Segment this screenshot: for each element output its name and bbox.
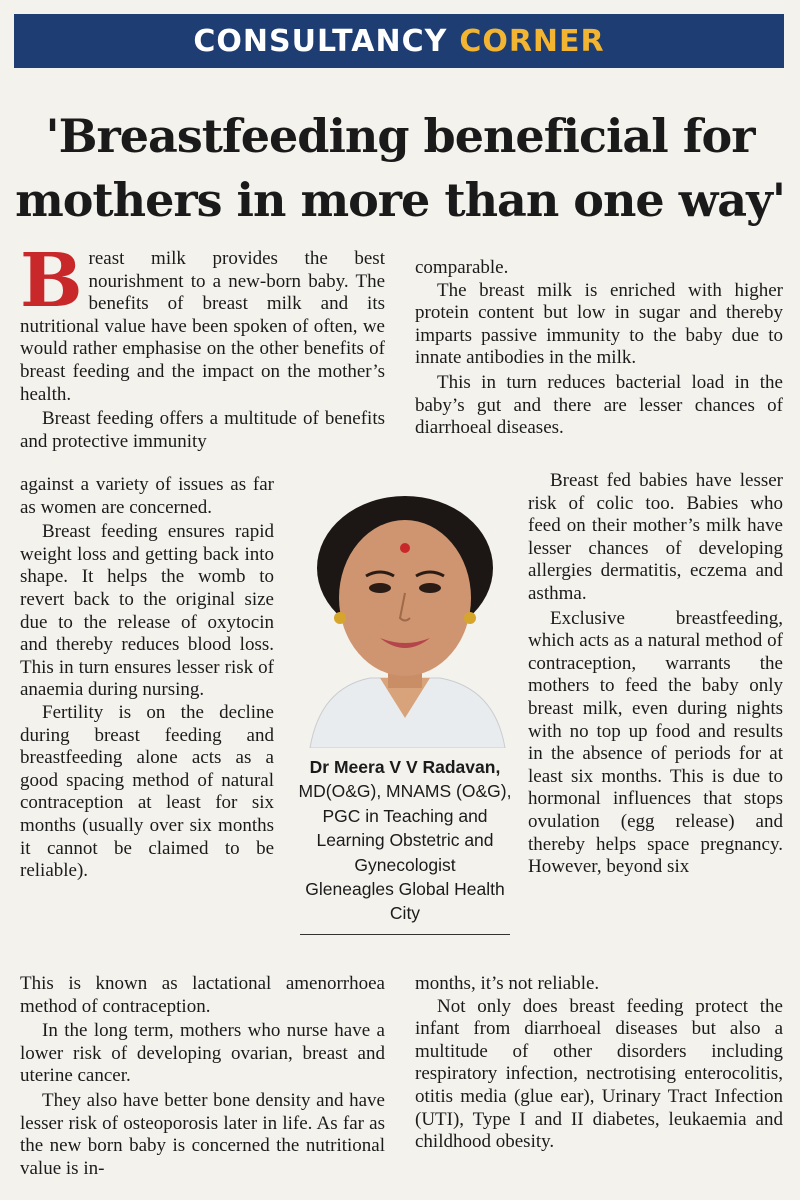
banner-word-corner: CORNER <box>459 23 605 59</box>
paragraph-exclusive: Exclusive breastfeeding, which acts as a natural method of contraception, warrants the mothers to feed the baby only breast milk, even during nights with no top up food and results in the absence of periods for at least six months. This is due to hormonal influences that stops ovulation (egg release) and thereby helps space pregnancy. However, beyond six <box>528 607 783 878</box>
doctor-portrait <box>300 488 510 748</box>
paragraph-weight-loss: Breast feeding ensures rapid weight loss and getting back into shape. It helps the womb to revert back to the original size due to the release of oxytocin and thereby reduces blood loss. This in turn ensures lesser risk of anaemia during nursing. <box>20 521 274 701</box>
paragraph-benefits: Breast feeding offers a multitude of benefits and protective immunity <box>20 408 385 452</box>
section-banner <box>14 14 784 68</box>
left-column-top <box>20 238 385 453</box>
headline-line-2: mothers in more than one way' <box>15 173 785 227</box>
left-column-bottom <box>20 973 385 1180</box>
headline-line-1: 'Breastfeeding beneficial for <box>45 109 755 163</box>
paragraph-comparable: comparable. <box>415 257 509 278</box>
caption-divider <box>300 934 510 935</box>
drop-cap: B <box>20 238 83 324</box>
right-column-top <box>415 257 783 440</box>
paragraph-fertility: Fertility is on the decline during breast feeding and breastfeeding alone acts as a good spacing method of natural contraception at least for six months (usually over six months it cannot be claimed to be reliable). <box>20 701 274 882</box>
paragraph-lam: This is known as lactational amenorrhoea method of contraception. <box>20 973 385 1017</box>
right-column-bottom <box>415 973 783 1154</box>
headline <box>0 104 800 232</box>
portrait-illustration <box>300 488 510 748</box>
paragraph-intro: Breast milk provides the best nourishment to a new-born baby. The benefits of breast milk and its nutritional value have been spoken of often, we would rather emphasise on the other benefits of breast feeding and the impact on the mother’s health. <box>20 238 385 405</box>
left-column-narrow <box>20 474 274 883</box>
right-column-narrow <box>528 470 783 879</box>
paragraph-long-term: In the long term, mothers who nurse have a lower risk of developing ovarian, breast and uterine cancer. <box>20 1020 385 1087</box>
paragraph-benefits-cont: against a variety of issues as far as women are concerned. <box>20 474 274 518</box>
paragraph-bacterial-load: This in turn reduces bacterial load in the baby’s gut and there are lesser chances of diarrhoeal diseases. <box>415 371 783 439</box>
doctor-affiliation: Gleneagles Global Health City <box>305 879 505 924</box>
paragraph-bone-density: They also have better bone density and have lesser risk of osteoporosis later in life. As far as the new born baby is concerned the nutritional value is in- <box>20 1089 385 1179</box>
photo-caption <box>298 755 512 926</box>
paragraph-colic: Breast fed babies have lesser risk of colic too. Babies who feed on their mother’s milk have lesser chances of developing allergies dermatitis, eczema and asthma. <box>528 470 783 604</box>
paragraph-disorders: Not only does breast feeding protect the infant from diarrhoeal diseases but also a multitude of other disorders including respiratory infection, nectrotising enterocolitis, otitis media (glue ear), Urinary Tract Infection (UTI), Type I and II diabetes, leukaemia and childhood obesity. <box>415 995 783 1153</box>
paragraph-six-months: months, it’s not reliable. <box>415 973 600 994</box>
doctor-credentials: MD(O&G), MNAMS (O&G), PGC in Teaching and Learning Obstetric and Gynecologist <box>298 781 512 875</box>
banner-word-consultancy: CONSULTANCY <box>193 23 448 59</box>
paragraph-protein: The breast milk is enriched with higher protein content but low in sugar and thereby imparts passive immunity to the baby due to innate antibodies in the milk. <box>415 279 783 369</box>
doctor-name: Dr Meera V V Radavan, <box>309 757 501 777</box>
